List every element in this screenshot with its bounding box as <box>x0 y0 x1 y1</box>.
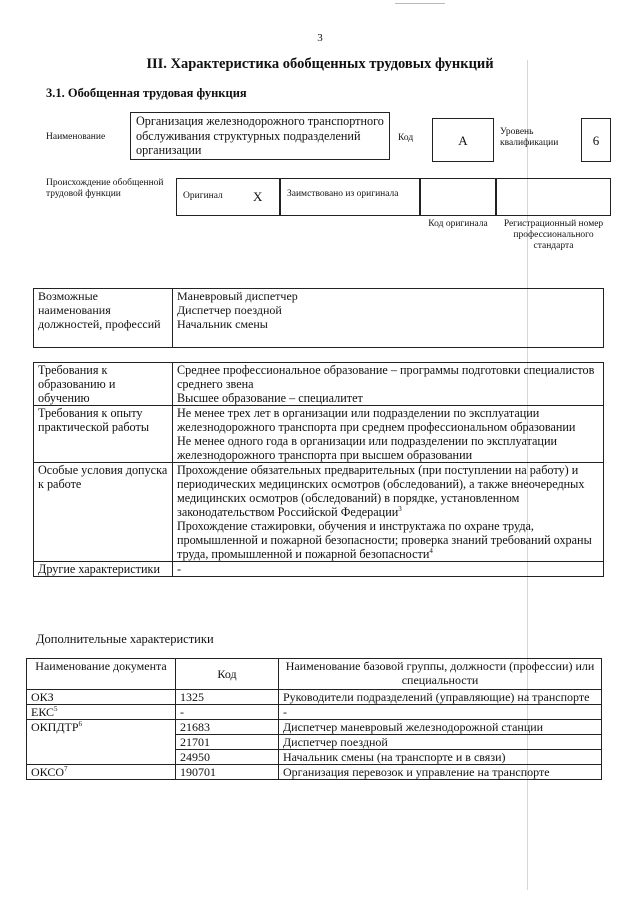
table-row <box>27 765 602 780</box>
req-line: Не менее одного года в организации или подразделении по эксплуатации железнодорожного транспорта при высшем образовании <box>177 434 557 462</box>
origin-label: Происхождение обобщенной трудовой функции <box>46 178 164 199</box>
req-conditions-value <box>173 463 604 562</box>
code-cell: 21701 <box>176 735 279 750</box>
req-other-label: Другие характеристики <box>34 562 173 577</box>
requirements-table <box>33 362 604 577</box>
code-value: А <box>458 133 468 148</box>
name-value: Организация железнодорожного транспортного обслуживания структурных подразделений организации <box>136 114 384 157</box>
name-cell: Руководители подразделений (управляющие) на транспорте <box>279 690 602 705</box>
footnote-ref: 3 <box>398 504 402 513</box>
position-item: Диспетчер поездной <box>177 303 282 317</box>
original-mark: X <box>253 189 263 204</box>
req-line: Прохождение обязательных предварительных (при поступлении на работу) и периодических медицинских осмотров (обследований), а также внеочередных медицинских осмотров (обследований) в порядке, установленном законодательством Российской Федерации$^3$ <box>177 463 585 519</box>
req-line: Прохождение стажировки, обучения и инструктажа по охране труда, промышленной и пожарной безопасности; проверка знаний требований охраны труда, промышленной и пожарной безопасности$^4$ <box>177 519 592 561</box>
code-original-caption: Код оригинала <box>428 219 488 229</box>
level-label: Уровень квалификации <box>500 127 559 148</box>
req-conditions-label: Особые условия допуска к работе <box>34 463 173 562</box>
subsection-title: 3.1. Обобщенная трудовая функция <box>46 86 247 100</box>
col-doc-header: Наименование документа <box>27 659 176 690</box>
origin-reg-cell <box>496 178 611 216</box>
borrowed-label: Заимствовано из оригинала <box>287 189 399 199</box>
origin-borrowed-cell <box>280 178 420 216</box>
origin-code-cell <box>420 178 496 216</box>
name-cell: Диспетчер поездной <box>279 735 602 750</box>
code-cell: 21683 <box>176 720 279 735</box>
position-item: Маневровый диспетчер <box>177 289 298 303</box>
name-cell: Организация перевозок и управление на транспорте <box>279 765 602 780</box>
positions-table <box>33 288 604 348</box>
code-cell: 24950 <box>176 750 279 765</box>
origin-original-cell <box>176 178 280 216</box>
req-education-label: Требования к образованию и обучению <box>34 363 173 406</box>
col-code-header: Код <box>176 659 279 690</box>
req-other-value: - <box>173 562 604 577</box>
name-cell: - <box>279 705 602 720</box>
code-cell: 190701 <box>176 765 279 780</box>
name-field <box>130 112 390 160</box>
positions-label: Возможные наименования должностей, профессий <box>34 289 173 348</box>
req-experience-label: Требования к опыту практической работы <box>34 406 173 463</box>
position-item: Начальник смены <box>177 317 268 331</box>
additional-heading: Дополнительные характеристики <box>36 632 214 646</box>
table-row <box>27 705 602 720</box>
req-line: Среднее профессиональное образование – программы подготовки специалистов среднего звена <box>177 363 595 391</box>
level-field <box>581 118 611 162</box>
req-line: Не менее трех лет в организации или подразделении по эксплуатации железнодорожного транспорта при среднем профессиональном образовании <box>177 406 576 434</box>
doc-cell: ЕКС$^5$ <box>27 705 176 720</box>
code-label: Код <box>398 133 414 143</box>
footnote-ref: 4 <box>429 546 433 555</box>
code-field <box>432 118 494 162</box>
level-value: 6 <box>592 133 600 148</box>
table-row <box>27 720 602 735</box>
code-cell: 1325 <box>176 690 279 705</box>
req-line: Высшее образование – специалитет <box>177 391 363 405</box>
code-cell: - <box>176 705 279 720</box>
col-name-header: Наименование базовой группы, должности (профессии) или специальности <box>279 659 602 690</box>
additional-table <box>26 658 602 780</box>
table-row <box>27 690 602 705</box>
section-title: III. Характеристика обобщенных трудовых функций <box>146 56 494 72</box>
name-label: Наименование <box>46 132 106 142</box>
scan-artifact-line <box>395 3 445 4</box>
original-label: Оригинал <box>183 191 223 201</box>
reg-number-caption: Регистрационный номер профессионального стандарта <box>503 219 604 251</box>
page-number: 3 <box>317 32 323 44</box>
name-cell: Начальник смены (на транспорте и в связи) <box>279 750 602 765</box>
doc-cell: ОКСО$^7$ <box>27 765 176 780</box>
doc-cell: ОКПДТР$^6$ <box>27 720 176 765</box>
positions-list <box>173 289 604 348</box>
name-cell: Диспетчер маневровый железнодорожной станции <box>279 720 602 735</box>
req-education-value <box>173 363 604 406</box>
req-experience-value <box>173 406 604 463</box>
doc-cell: ОКЗ <box>27 690 176 705</box>
